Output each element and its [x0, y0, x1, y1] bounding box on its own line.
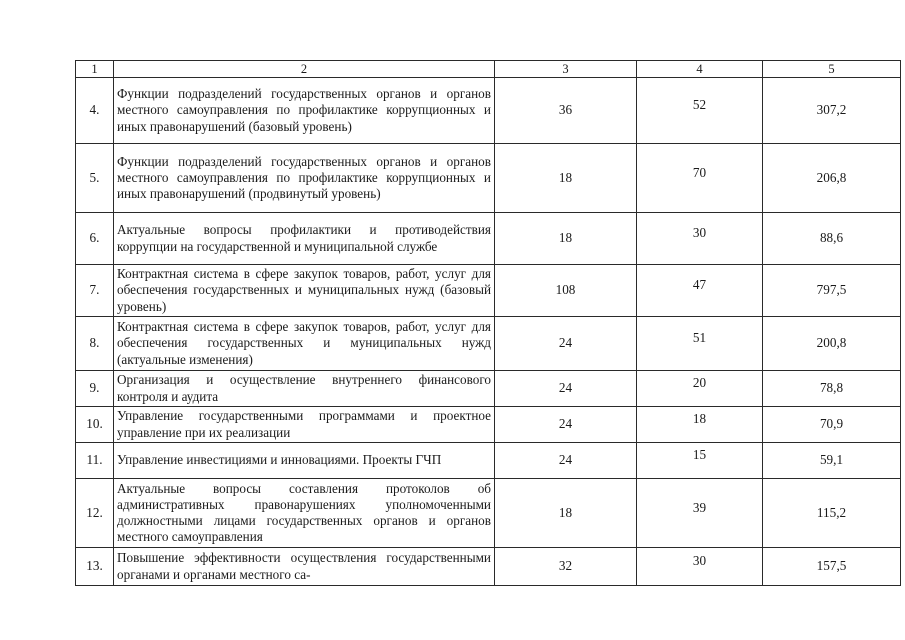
table-row: [76, 479, 901, 548]
col-5-value: 797,5: [763, 265, 901, 317]
col-4-text: 70: [692, 164, 707, 180]
header-col-4: 4: [637, 61, 763, 78]
header-col-3: 3: [495, 61, 637, 78]
table-row: [76, 213, 901, 265]
course-name: Функции подразделений государственных органов и органов местного самоуправления по профилактике коррупционных и иных правонарушений (продвинутый уровень): [114, 144, 495, 213]
col-4-value: [637, 479, 763, 548]
row-number: 7.: [76, 265, 114, 317]
col-5-value: 206,8: [763, 144, 901, 213]
table-row: [76, 443, 901, 479]
col-3-value: 24: [495, 371, 637, 407]
course-name: Контрактная система в сфере закупок товаров, работ, услуг для обеспечения государственных и муниципальных нужд (актуальные изменения): [114, 317, 495, 371]
col-5-value: 157,5: [763, 548, 901, 586]
col-4-value: [637, 371, 763, 407]
row-number: 12.: [76, 479, 114, 548]
row-number: 8.: [76, 317, 114, 371]
course-name: Повышение эффективности осуществления государственными органами и органами местного са-: [114, 548, 495, 586]
header-col-5: 5: [763, 61, 901, 78]
table-row: [76, 317, 901, 371]
col-4-value: [637, 78, 763, 144]
col-3-value: 36: [495, 78, 637, 144]
table-row: [76, 144, 901, 213]
table-row: [76, 371, 901, 407]
col-5-value: 78,8: [763, 371, 901, 407]
table-row: [76, 78, 901, 144]
col-4-text: 47: [692, 277, 707, 293]
course-name: Контрактная система в сфере закупок товаров, работ, услуг для обеспечения государственных и муниципальных нужд (базовый уровень): [114, 265, 495, 317]
table-row: [76, 265, 901, 317]
col-4-text: 15: [692, 447, 707, 463]
col-4-text: 52: [692, 97, 707, 113]
course-name: Актуальные вопросы составления протоколов об административных правонарушениях уполномоченными должностными лицами государственных органов и органов местного самоуправления: [114, 479, 495, 548]
col-4-text: 20: [692, 375, 707, 391]
col-4-text: 30: [692, 225, 707, 241]
col-3-value: 24: [495, 443, 637, 479]
col-4-value: [637, 443, 763, 479]
col-4-text: 18: [692, 411, 707, 427]
row-number: 4.: [76, 78, 114, 144]
col-4-text: 51: [692, 330, 707, 346]
row-number: 11.: [76, 443, 114, 479]
col-4-value: [637, 407, 763, 443]
col-5-value: 70,9: [763, 407, 901, 443]
col-4-value: [637, 317, 763, 371]
course-name: Управление инвестициями и инновациями. Проекты ГЧП: [114, 443, 495, 479]
header-col-1: 1: [76, 61, 114, 78]
row-number: 5.: [76, 144, 114, 213]
table-row: [76, 407, 901, 443]
course-name: Функции подразделений государственных органов и органов местного самоуправления по профилактике коррупционных и иных правонарушений (базовый уровень): [114, 78, 495, 144]
col-3-value: 32: [495, 548, 637, 586]
col-4-value: [637, 265, 763, 317]
col-4-value: [637, 548, 763, 586]
col-3-value: 24: [495, 317, 637, 371]
col-5-value: 88,6: [763, 213, 901, 265]
col-5-value: 307,2: [763, 78, 901, 144]
col-3-value: 18: [495, 213, 637, 265]
col-5-value: 115,2: [763, 479, 901, 548]
row-number: 6.: [76, 213, 114, 265]
row-number: 10.: [76, 407, 114, 443]
document-table: [75, 60, 901, 586]
col-3-value: 18: [495, 144, 637, 213]
table-header-row: [76, 61, 901, 78]
col-5-value: 200,8: [763, 317, 901, 371]
col-5-value: 59,1: [763, 443, 901, 479]
col-4-text: 30: [692, 553, 707, 569]
table-row: [76, 548, 901, 586]
col-4-value: [637, 213, 763, 265]
header-col-2: 2: [114, 61, 495, 78]
col-3-value: 108: [495, 265, 637, 317]
col-3-value: 24: [495, 407, 637, 443]
col-4-value: [637, 144, 763, 213]
course-name: Управление государственными программами и проектное управление при их реализации: [114, 407, 495, 443]
col-3-value: 18: [495, 479, 637, 548]
col-4-text: 39: [692, 499, 707, 515]
course-name: Актуальные вопросы профилактики и противодействия коррупции на государственной и муниципальной службе: [114, 213, 495, 265]
row-number: 13.: [76, 548, 114, 586]
course-name: Организация и осуществление внутреннего финансового контроля и аудита: [114, 371, 495, 407]
row-number: 9.: [76, 371, 114, 407]
